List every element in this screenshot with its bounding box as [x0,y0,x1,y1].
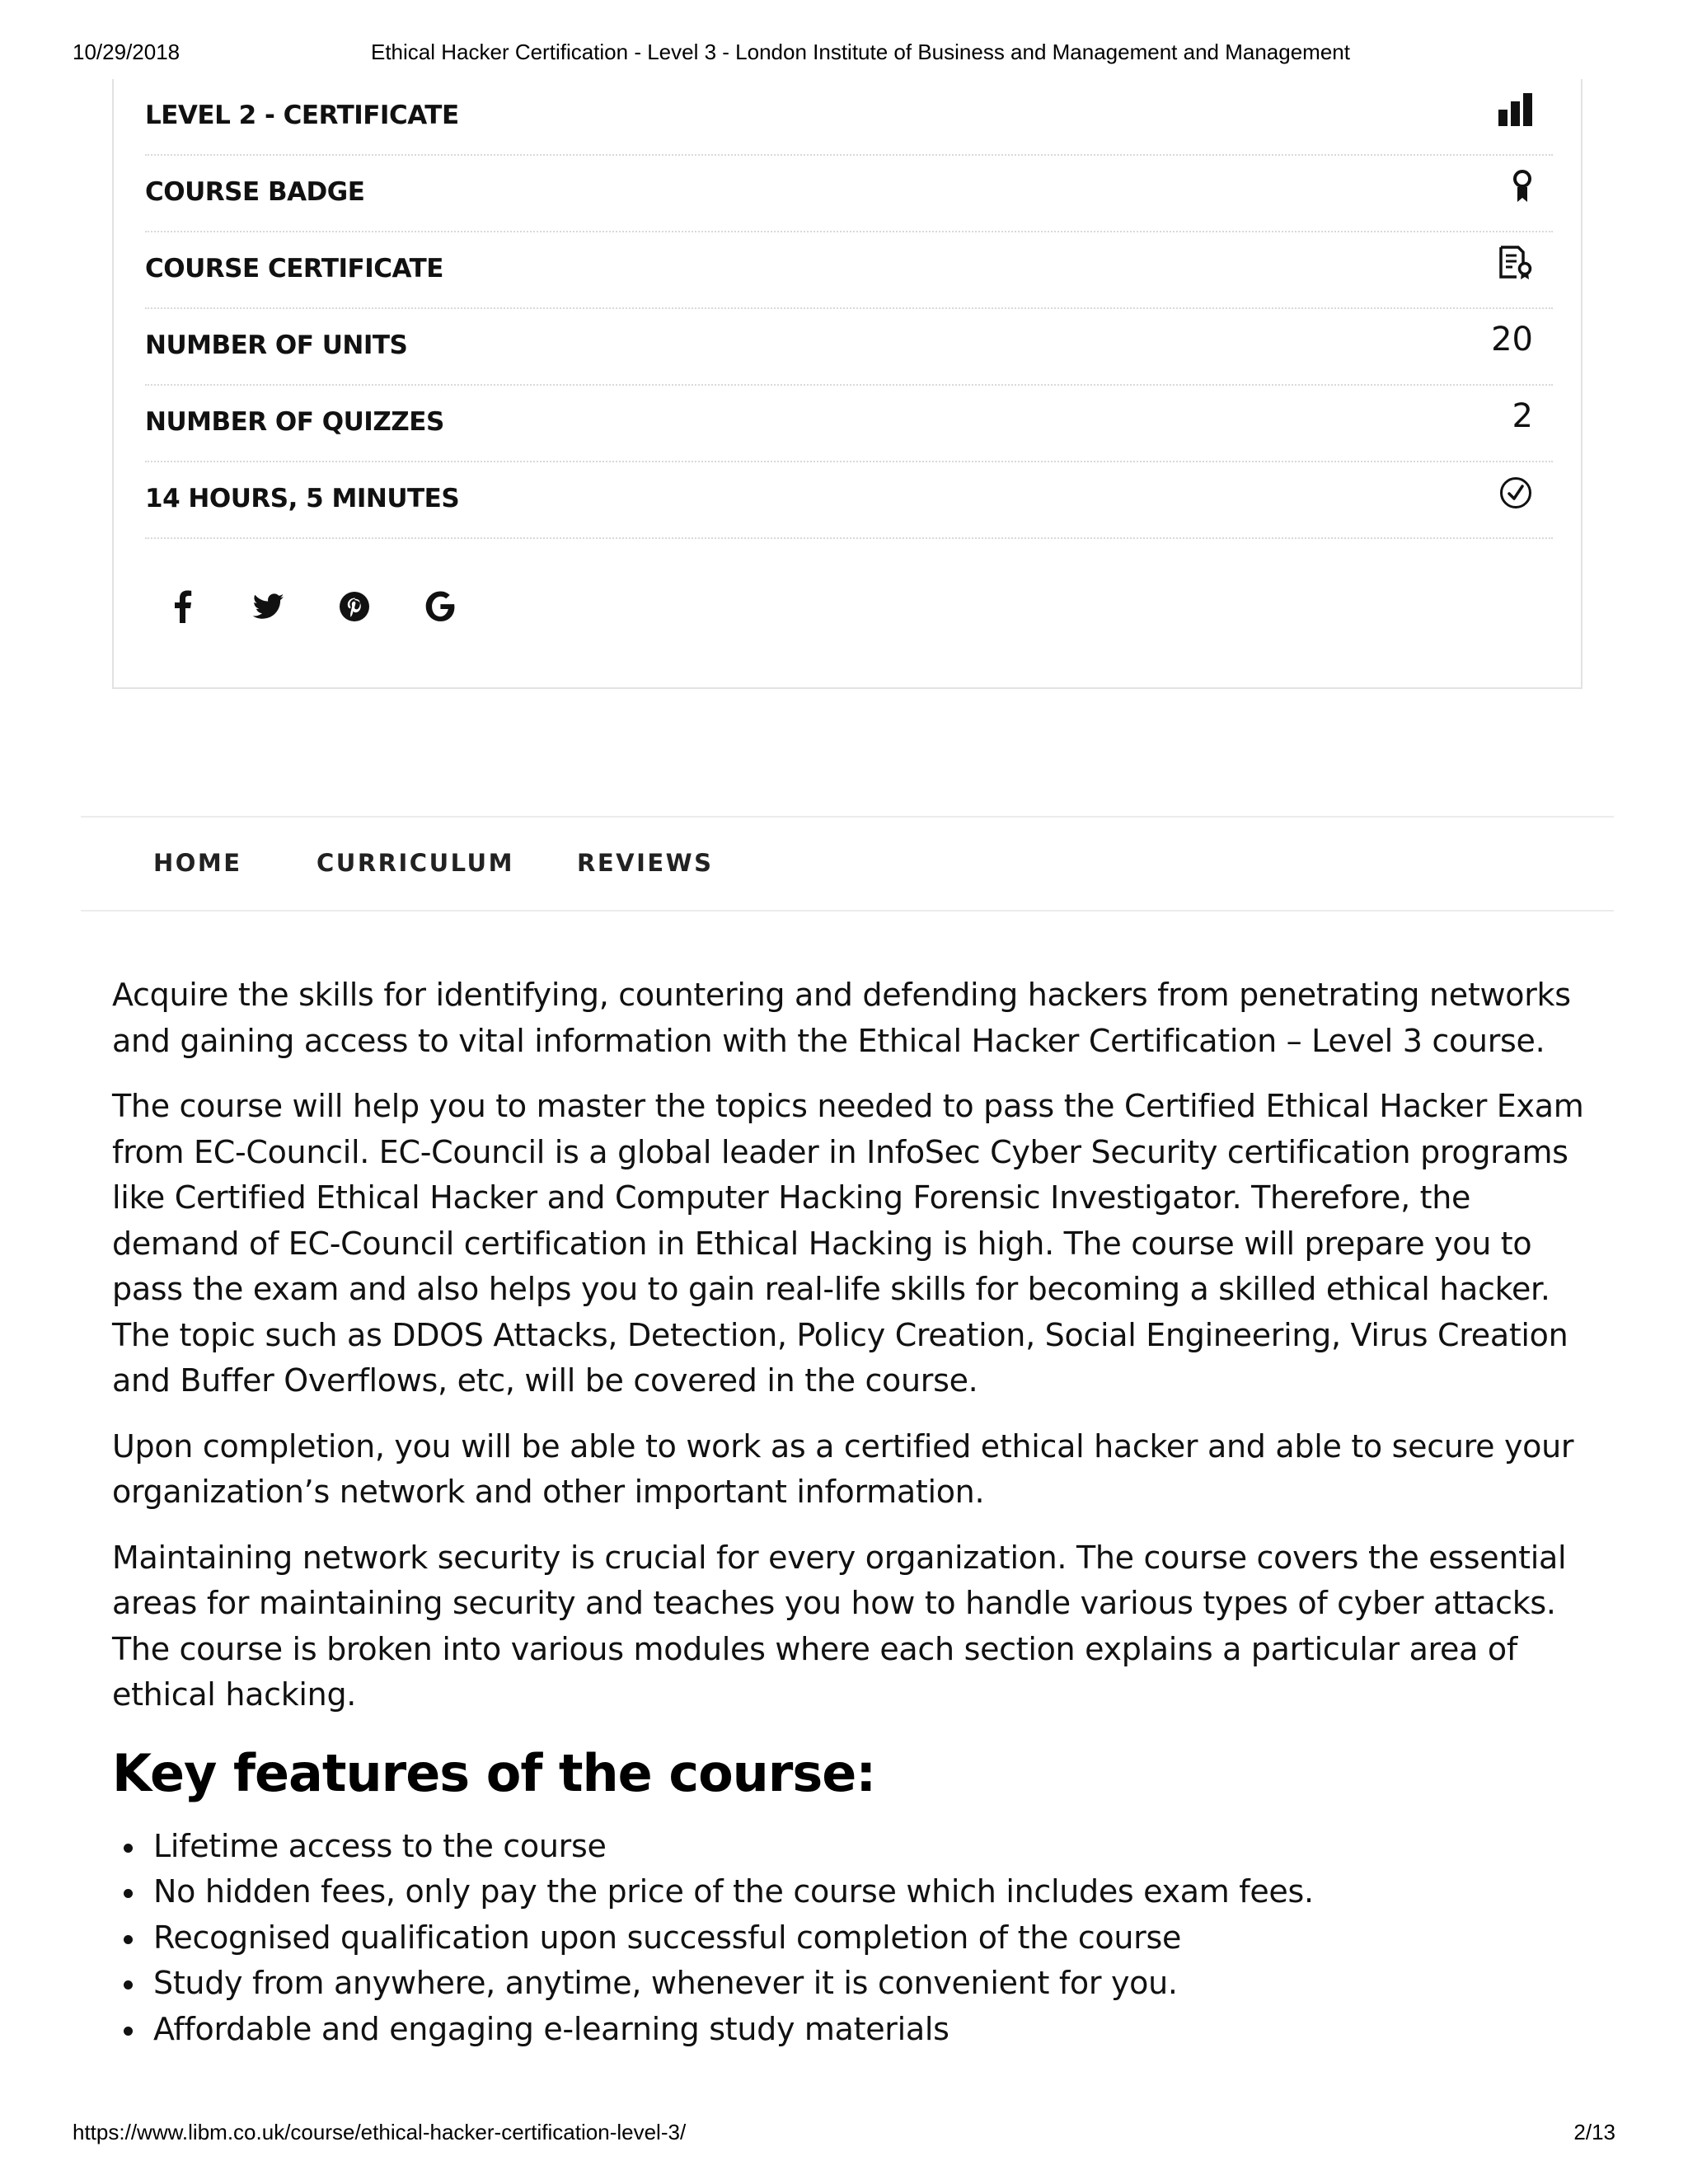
number-of-units-value: 20 [1491,321,1533,359]
list-item: No hidden fees, only pay the price of the course which includes exam fees. [153,1869,1596,1915]
level-label: LEVEL 2 - CERTIFICATE [145,101,459,130]
description-paragraph: Upon completion, you will be able to work as a certified ethical hacker and able to secure your organization’s network and other important information. [112,1427,1574,1510]
course-badge-label: COURSE BADGE [145,177,365,207]
tab-curriculum[interactable]: CURRICULUM [316,849,514,877]
info-row-level [145,79,1553,156]
facebook-icon[interactable] [158,582,208,631]
description-paragraph: The course will help you to master the topics needed to pass the Certified Ethical Hacker Exam from EC-Council. EC-Council is a global leader in InfoSec Cyber Security certification programs like Certified Ethical Hacker and Computer Hacking Forensic Investigator. Therefore, the demand of EC-Council certification in Ethical Hacking is high. The course will prepare you to pass the exam and also helps you to gain real-life skills for becoming a skilled ethical hacker. The topic such as DDOS Attacks, Detection, Policy Creation, Social Engineering, Virus Creation and Buffer Overflows, etc, will be covered in the course. [112,1088,1584,1399]
key-features-heading: Key features of the course: [112,1742,876,1803]
print-url: https://www.libm.co.uk/course/ethical-hacker-certification-level-3/ [73,2120,687,2144]
number-of-quizzes-value: 2 [1512,397,1533,435]
course-info-list [145,79,1553,539]
clock-check-icon [1492,472,1533,513]
list-item: Lifetime access to the course [153,1824,1596,1870]
badge-icon [1492,166,1533,207]
key-features-list [112,1824,1596,2053]
description-paragraph: Maintaining network security is crucial for every organization. The course covers the essential areas for maintaining security and teaches you how to handle various types of cyber attacks. The course is broken into various modules where each section explains a particular area of ethical hacking. [112,1539,1567,1713]
description-paragraph: Acquire the skills for identifying, countering and defending hackers from penetrating networks and gaining access to vital information with the Ethical Hacker Certification – Level 3 course. [112,977,1571,1059]
list-item: Affordable and engaging e-learning study materials [153,2007,1596,2053]
tab-home[interactable]: HOME [153,849,242,877]
info-row-duration [145,462,1553,539]
list-item: Recognised qualification upon successful completion of the course [153,1915,1596,1961]
twitter-icon[interactable] [244,582,293,631]
course-description [112,972,1596,2052]
course-certificate-label: COURSE CERTIFICATE [145,254,443,284]
page-number: 2/13 [1573,2120,1615,2144]
info-row-quizzes [145,386,1553,462]
print-date: 10/29/2018 [73,40,181,64]
list-item: Study from anywhere, anytime, whenever it is convenient for you. [153,1961,1596,2007]
print-page-title: Ethical Hacker Certification - Level 3 - London Institute of Business and Management and Management [370,40,1350,64]
number-of-units-label: NUMBER OF UNITS [145,330,408,360]
info-row-certificate [145,232,1553,309]
duration-label: 14 HOURS, 5 MINUTES [145,484,460,513]
tab-reviews[interactable]: REVIEWS [577,849,714,877]
info-row-units [145,309,1553,386]
bar-chart-icon [1492,89,1533,130]
course-info-box [112,79,1582,689]
pinterest-icon[interactable] [330,582,379,631]
certificate-icon [1492,242,1533,284]
number-of-quizzes-label: NUMBER OF QUIZZES [145,407,444,437]
print-header [0,40,1688,68]
course-tabs [81,816,1614,912]
google-icon[interactable] [415,582,465,631]
info-row-badge [145,156,1553,232]
print-footer [0,2120,1688,2148]
